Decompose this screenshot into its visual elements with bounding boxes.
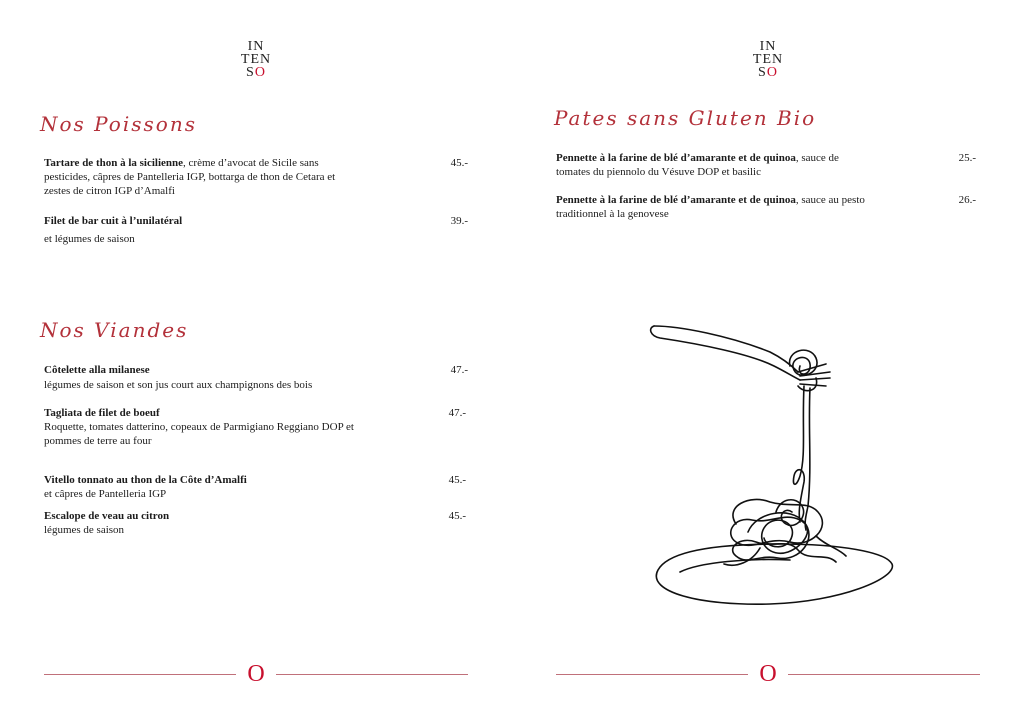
menu-item-price: 26.- — [958, 194, 976, 206]
menu-item-filet-bar: Filet de bar cuit à l’unilatéral et légumes de saison 39.- — [44, 215, 468, 245]
menu-item-price: 45.- — [448, 474, 466, 486]
footer-o-mark: O — [247, 661, 265, 687]
intenso-logo: IN TEN SO — [752, 39, 784, 80]
menu-item-tagliata: Tagliata de filet de boeuf Roquette, tomates datterino, copeaux de Parmigiano Reggiano DOP et pommes de terre au four 47.- — [44, 407, 466, 447]
menu-item-pennette-pesto: Pennette à la farine de blé d’amarante et de quinoa, sauce au pesto traditionnel à la genovese 26.- — [556, 194, 976, 220]
footer-divider-right — [788, 674, 980, 675]
section-title-poissons: Nos Poissons — [40, 112, 197, 136]
footer-divider-left — [44, 674, 236, 675]
footer-o-mark: O — [759, 661, 777, 687]
footer-divider-left — [556, 674, 748, 675]
menu-item-price: 39.- — [450, 215, 468, 227]
section-title-pates-sans-gluten: Pates sans Gluten Bio — [554, 106, 817, 130]
pasta-on-fork-plate-illustration — [640, 316, 910, 616]
intenso-logo: IN TEN SO — [240, 39, 272, 80]
section-title-viandes: Nos Viandes — [40, 318, 189, 342]
menu-item-price: 45.- — [448, 510, 466, 522]
menu-item-tartare-thon: Tartare de thon à la sicilienne, crème d’avocat de Sicile sans pesticides, câpres de Pantelleria IGP, bottarga de thon de Cetara et zestes de citron IGP d’Amalfi 45.- — [44, 157, 468, 197]
menu-item-price: 47.- — [450, 364, 468, 376]
menu-item-price: 45.- — [450, 157, 468, 169]
menu-item-price: 47.- — [448, 407, 466, 419]
menu-item-price: 25.- — [958, 152, 976, 164]
menu-item-vitello: Vitello tonnato au thon de la Côte d’Amalfi et câpres de Pantelleria IGP 45.- — [44, 474, 466, 500]
footer-divider-right — [276, 674, 468, 675]
menu-item-pennette-tomates: Pennette à la farine de blé d’amarante et de quinoa, sauce de tomates du piennolo du Vésuve DOP et basilic 25.- — [556, 152, 976, 178]
menu-item-cotelette: Côtelette alla milanese légumes de saison et son jus court aux champignons des bois 47.- — [44, 364, 468, 391]
right-menu-page — [512, 0, 1024, 726]
menu-item-escalope: Escalope de veau au citron légumes de saison 45.- — [44, 510, 466, 536]
